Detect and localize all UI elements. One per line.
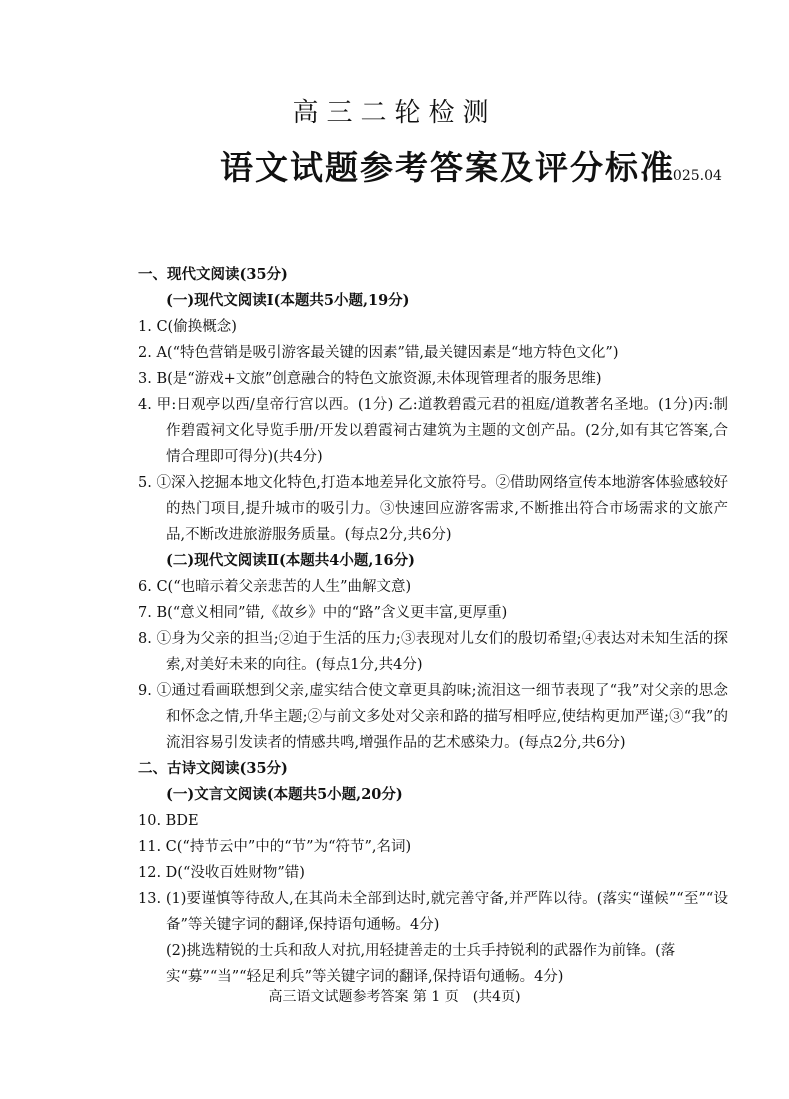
exam-date: 2025.04 [664, 168, 722, 184]
subsection-heading: (一)现代文阅读Ⅰ(本题共5小题,19分) [166, 292, 410, 309]
answer-item: (2)挑选精锐的士兵和敌人对抗,用轻捷善走的士兵手持锐利的武器作为前锋。(落实“募”“当”“轻足利兵”等关键字词的翻译,保持语句通畅。4分) [166, 943, 676, 985]
answer-content [138, 262, 728, 990]
answer-item: 11. C(“持节云中”中的“节”为“符节”,名词) [138, 839, 412, 855]
answer-item: 12. D(“没收百姓财物”错) [138, 865, 305, 881]
section-heading: 二、古诗文阅读(35分) [138, 760, 288, 777]
subsection-heading: (二)现代文阅读Ⅱ(本题共4小题,16分) [166, 552, 415, 569]
subsection-heading: (一)文言文阅读(本题共5小题,20分) [166, 786, 403, 803]
answer-item: 1. C(偷换概念) [138, 319, 237, 335]
answer-item: 9. ①通过看画联想到父亲,虚实结合使文章更具韵味;流泪这一细节表现了“我”对父亲的思念和怀念之情,升华主题;②与前文多处对父亲和路的描写相呼应,使结构更加严谨;③“我”的流泪容易引发读者的情感共鸣,增强作品的艺术感染力。(每点2分,共6分) [138, 683, 728, 751]
answer-item: 2. A(“特色营销是吸引游客最关键的因素”错,最关键因素是“地方特色文化”) [138, 345, 619, 361]
answer-item: 13. (1)要谨慎等待敌人,在其尚未全部到达时,就完善守备,并严阵以待。(落实“谨候”“至”“设备”等关键字词的翻译,保持语句通畅。4分) [138, 891, 728, 933]
answer-item: 7. B(“意义相同”错,《故乡》中的“路”含义更丰富,更厚重) [138, 605, 508, 621]
section-heading: 一、现代文阅读(35分) [138, 266, 288, 283]
answer-item: 6. C(“也暗示着父亲悲苦的人生”曲解文意) [138, 579, 412, 595]
exam-subtitle: 高三二轮检测 [292, 98, 497, 128]
page-footer: 高三语文试题参考答案 第 1 页 (共4页) [268, 989, 521, 1005]
answer-item: 8. ①身为父亲的担当;②迫于生活的压力;③表现对儿女们的殷切希望;④表达对未知生活的探索,对美好未来的向往。(每点1分,共4分) [138, 631, 728, 673]
answer-item: 5. ①深入挖掘本地文化特色,打造本地差异化文旅符号。②借助网络宣传本地游客体验感较好的热门项目,提升城市的吸引力。③快速回应游客需求,不断推出符合市场需求的文旅产品,不断改进旅游服务质量。(每点2分,共6分) [138, 475, 728, 543]
answer-item: 4. 甲:日观亭以西/皇帝行宫以西。(1分) 乙:道教碧霞元君的祖庭/道教著名圣地。(1分)丙:制作碧霞祠文化导览手册/开发以碧霞祠古建筑为主题的文创产品。(2分,如有其它答案,合情合理即可得分)(共4分) [138, 397, 728, 465]
page-title: 语文试题参考答案及评分标准 [220, 148, 675, 187]
answer-item: 10. BDE [138, 813, 199, 829]
answer-item: 3. B(是“游戏+文旅”创意融合的特色文旅资源,未体现管理者的服务思维) [138, 371, 602, 387]
